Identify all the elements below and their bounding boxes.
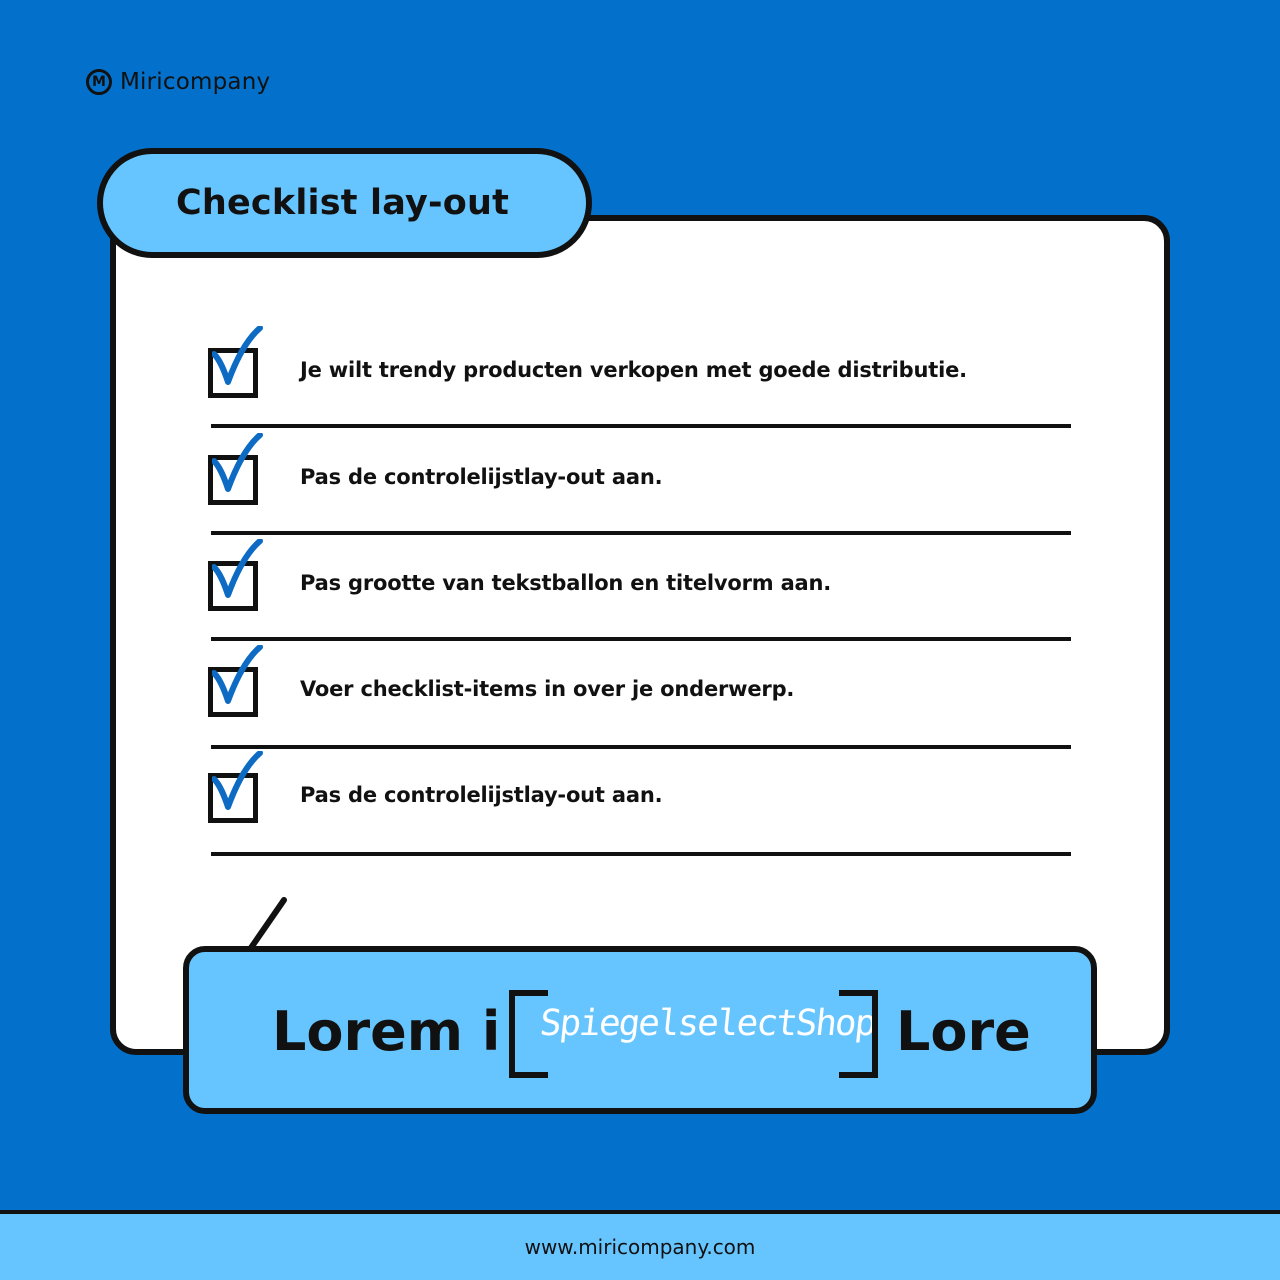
- checklist-item-4[interactable]: [208, 623, 1070, 729]
- checklist-item-label: Pas de controlelijstlay-out aan.: [300, 465, 663, 489]
- title-tab: [97, 148, 592, 258]
- shop-name: SpiegelselectShop: [537, 1003, 877, 1044]
- checklist-item-label: Pas grootte van tekstballon en titelvorm aan.: [300, 571, 832, 595]
- banner-left-text: Lorem i: [272, 1000, 501, 1063]
- checklist-item-1[interactable]: [208, 304, 1070, 410]
- checkmark-icon: [212, 326, 272, 396]
- footer-url-link[interactable]: www.miricompany.com: [524, 1235, 756, 1259]
- checkmark-icon: [212, 645, 272, 715]
- checklist-item-label: Pas de controlelijstlay-out aan.: [300, 783, 663, 807]
- checklist-item-label: Je wilt trendy producten verkopen met goede distributie.: [300, 358, 967, 382]
- checklist-item-3[interactable]: [208, 517, 1070, 623]
- checkmark-icon: [212, 433, 272, 503]
- divider: [211, 852, 1071, 856]
- footer: [0, 1210, 1280, 1280]
- right-bracket-icon: [837, 990, 879, 1078]
- checkmark-icon: [212, 539, 272, 609]
- banner-right-text: Lore: [896, 1000, 1031, 1063]
- checklist-item-5[interactable]: [208, 729, 1070, 835]
- brand-name: Miricompany: [120, 69, 271, 95]
- brand-logo-icon: M: [86, 69, 112, 95]
- brand: [86, 66, 270, 98]
- checkmark-icon: [212, 751, 272, 821]
- page-title: Checklist lay-out: [175, 183, 510, 223]
- checklist-item-2[interactable]: [208, 411, 1070, 517]
- checklist-item-label: Voer checklist-items in over je onderwerp.: [300, 677, 795, 701]
